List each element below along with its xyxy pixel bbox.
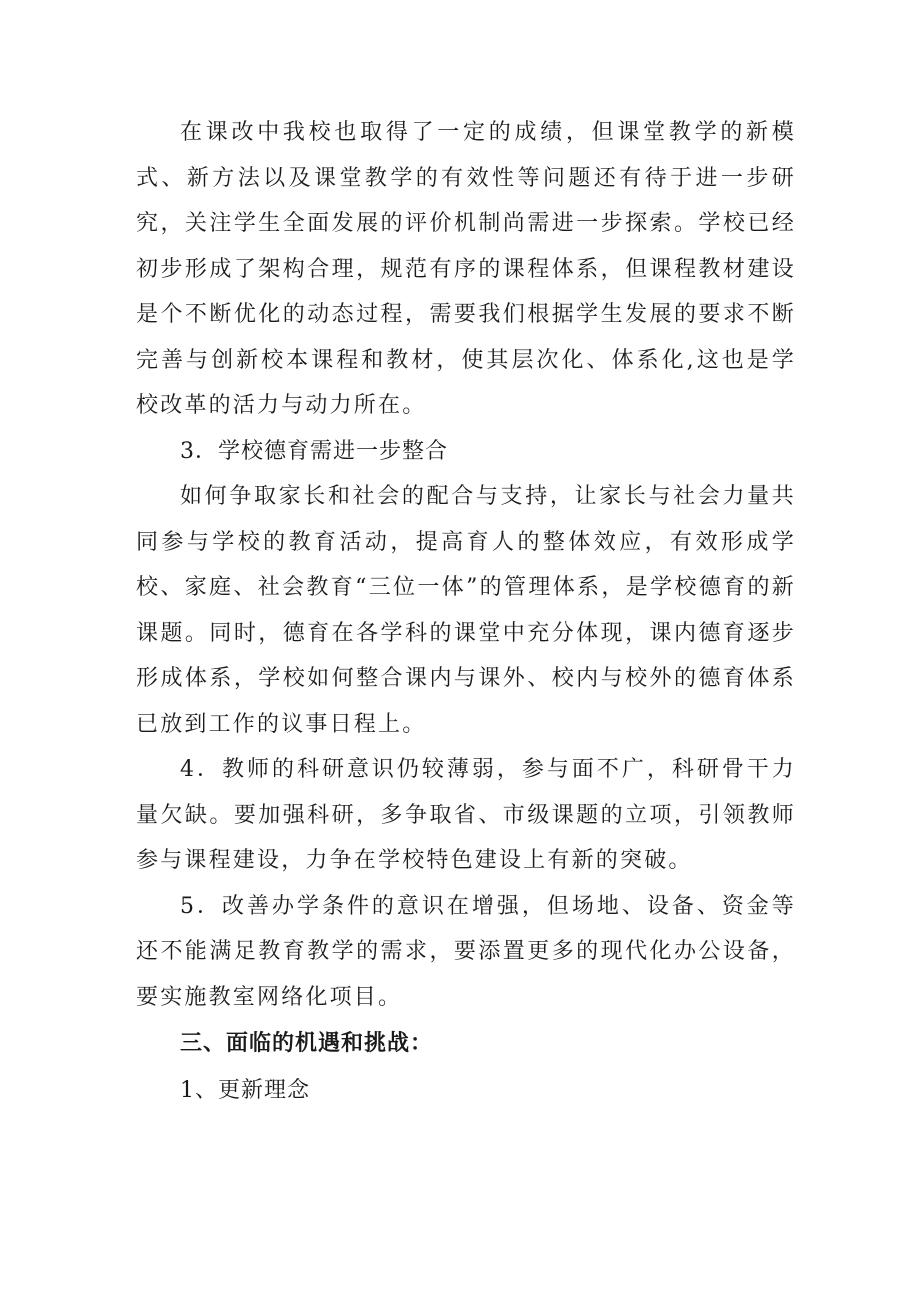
- document-body: [136, 110, 796, 1114]
- section-heading-opportunities: 三、面临的机遇和挑战：: [180, 1031, 434, 1056]
- paragraph-teacher-research: 4．教师的科研意识仍较薄弱，参与面不广，科研骨干力量欠缺。要加强科研，多争取省、市级课题的立项，引领教师参与课程建设，力争在学校特色建设上有新的突破。: [136, 757, 796, 873]
- paragraph-curriculum-reform: 在课改中我校也取得了一定的成绩，但课堂教学的新模式、新方法以及课堂教学的有效性等问题还有待于进一步研究，关注学生全面发展的评价机制尚需进一步探索。学校已经初步形成了架构合理，规范有序的课程体系，但课程教材建设是个不断优化的动态过程，需要我们根据学生发展的要求不断完善与创新校本课程和教材，使其层次化、体系化,这也是学校改革的活力与动力所在。: [136, 120, 796, 418]
- subheading-update-concepts: 1、更新理念: [180, 1078, 310, 1103]
- paragraph-moral-education: 如何争取家长和社会的配合与支持，让家长与社会力量共同参与学校的教育活动，提高育人的整体效应，有效形成学校、家庭、社会教育“三位一体”的管理体系，是学校德育的新课题。同时，德育在各学科的课堂中充分体现，课内德育逐步形成体系，学校如何整合课内与课外、校内与校外的德育体系已放到工作的议事日程上。: [136, 484, 796, 737]
- paragraph-school-conditions: 5．改善办学条件的意识在增强，但场地、设备、资金等还不能满足教育教学的需求，要添置更多的现代化办公设备，要实施教室网络化项目。: [136, 893, 796, 1010]
- heading-moral-education: 3．学校德育需进一步整合: [180, 438, 448, 464]
